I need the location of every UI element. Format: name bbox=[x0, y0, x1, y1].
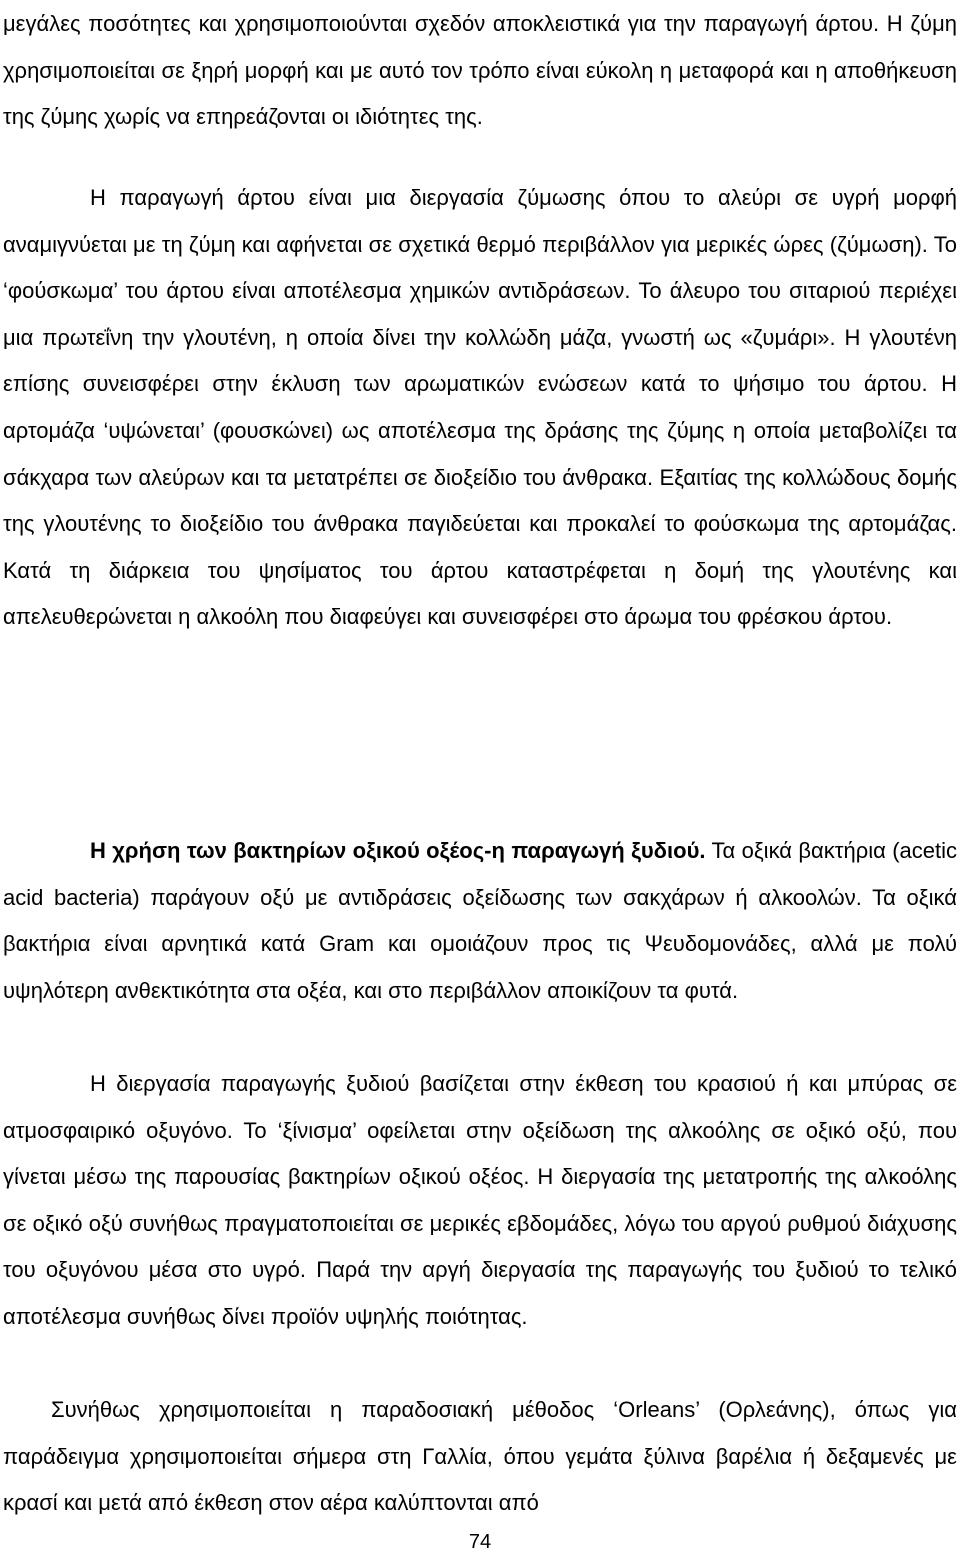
paragraph-vinegar-process bbox=[3, 1061, 957, 1341]
paragraph-text: Η διεργασία παραγωγής ξυδιού βασίζεται στην έκθεση του κρασιού ή και μπύρας σε ατμοσφαιρικό οξυγόνο. Το ‘ξίνισμα’ οφείλεται στην οξείδωση της αλκοόλης σε οξικό οξύ, που γίνεται μέσω της παρουσίας βακτηρίων οξικού οξέος. Η διεργασία της μετατροπής της αλκοόλης σε οξικό οξύ συνήθως πραγματοποιείται σε μερικές εβδομάδες, λόγω του αργού ρυθμού διάχυσης του οξυγόνου μέσα στο υγρό. Παρά την αργή διεργασία της παραγωγής του ξυδιού το τελικό αποτέλεσμα συνήθως δίνει προϊόν υψηλής ποιότητας. bbox=[3, 1071, 957, 1329]
paragraph-continued bbox=[3, 1, 957, 141]
paragraph-bread-production bbox=[3, 175, 957, 641]
page-number: 74 bbox=[468, 1531, 492, 1553]
paragraph-text: Συνήθως χρησιμοποιείται η παραδοσιακή μέθοδος ‘Orleans’ (Ορλεάνης), όπως για παράδειγμα χρησιμοποιείται σήμερα στη Γαλλία, όπου γεμάτα ξύλινα βαρέλια ή δεξαμενές με κρασί και μετά από έκθεση στον αέρα καλύπτονται από bbox=[3, 1397, 957, 1516]
section-heading: Η χρήση των βακτηρίων οξικού οξέος-η παραγωγή ξυδιού. bbox=[90, 838, 706, 863]
paragraph-text: Τα οξικά βακτήρια (acetic acid bacteria) παράγουν οξύ με αντιδράσεις οξείδωσης των σακχάρων ή αλκοολών. Τα οξικά βακτήρια είναι αρνητικά κατά Gram και ομοιάζουν προς τις Ψευδομονάδες, αλλά με πολύ υψηλότερη ανθεκτικότητα στα οξέα, και στο περιβάλλον αποικίζουν τα φυτά. bbox=[3, 838, 957, 1003]
paragraph-orleans-method bbox=[3, 1387, 957, 1527]
paragraph-acetic-bacteria bbox=[3, 828, 957, 1014]
paragraph-text: μεγάλες ποσότητες και χρησιμοποιούνται σχεδόν αποκλειστικά για την παραγωγή άρτου. Η ζύμη χρησιμοποιείται σε ξηρή μορφή και με αυτό τον τρόπο είναι εύκολη η μεταφορά και η αποθήκευση της ζύμης χωρίς να επηρεάζονται οι ιδιότητες της. bbox=[3, 11, 957, 130]
paragraph-text: Η παραγωγή άρτου είναι μια διεργασία ζύμωσης όπου το αλεύρι σε υγρή μορφή αναμιγνύεται με τη ζύμη και αφήνεται σε σχετικά θερμό περιβάλλον για μερικές ώρες (ζύμωση). Το ‘φούσκωμα’ του άρτου είναι αποτέλεσμα χημικών αντιδράσεων. Το άλευρο του σιταριού περιέχει μια πρωτεΐνη την γλουτένη, η οποία δίνει την κολλώδη μάζα, γνωστή ως «ζυμάρι». Η γλουτένη επίσης συνεισφέρει στην έκλυση των αρωματικών ενώσεων κατά το ψήσιμο του άρτου. Η αρτομάζα ‘υψώνεται’ (φουσκώνει) ως αποτέλεσμα της δράσης της ζύμης η οποία μεταβολίζει τα σάκχαρα των αλεύρων και τα μετατρέπει σε διοξείδιο του άνθρακα. Εξαιτίας της κολλώδους δομής της γλουτένης το διοξείδιο του άνθρακα παγιδεύεται και προκαλεί το φούσκωμα της αρτομάζας. Κατά τη διάρκεια του ψησίματος του άρτου καταστρέφεται η δομή της γλουτένης και απελευθερώνεται η αλκοόλη που διαφεύγει και συνεισφέρει στο άρωμα του φρέσκου άρτου. bbox=[3, 185, 957, 630]
